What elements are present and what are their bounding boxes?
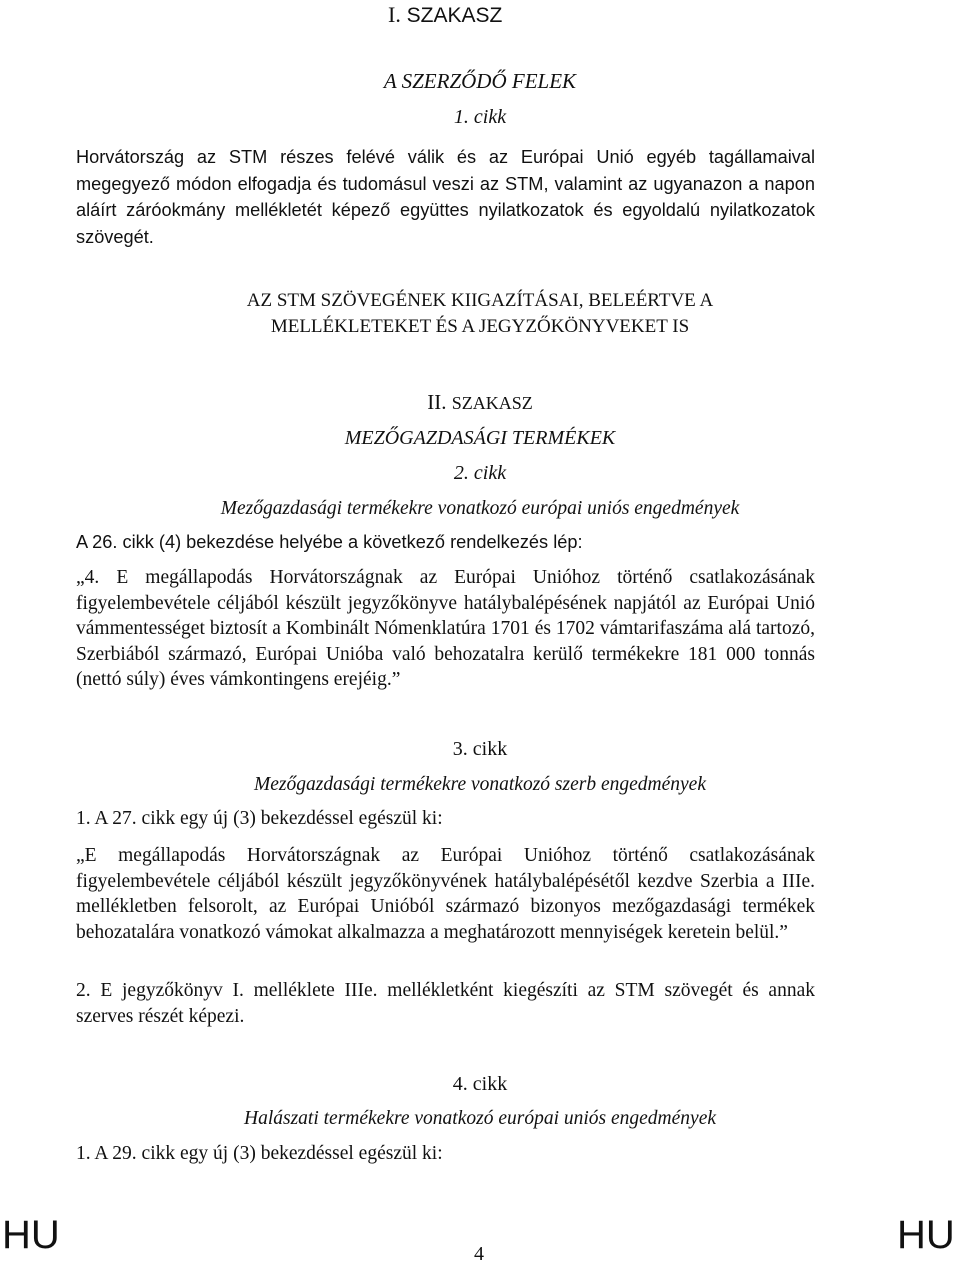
section-1-title: A SZERZŐDŐ FELEK <box>383 69 577 93</box>
footer-language-code-left: HU <box>2 1213 60 1257</box>
footer-language-code-right: HU <box>897 1213 955 1257</box>
article-4-intro: 1. A 29. cikk egy új (3) bekezdéssel egészül ki: <box>76 1143 443 1164</box>
article-2-label: 2. cikk <box>453 462 507 484</box>
article-1-label: 1. cikk <box>453 106 507 128</box>
section-2-heading <box>0 390 960 415</box>
section-1-label: SZAKASZ <box>406 4 503 27</box>
article-3-point-2: 2. E jegyzőkönyv I. melléklete IIIe. mellékletként kiegészíti az STM szövegét és annak szerves részét képezi. <box>76 980 815 1027</box>
article-3-quote: „E megállapodás Horvátországnak az Európai Unióhoz történő csatlakozásának figyelembevétele céljából készült jegyzőkönyvének hatálybalépésétől kezdve Szerbia a IIIe. mellékletben felsorolt, az Európai Unióból származó bizonyos mezőgazdasági termékek behozatalára vonatkozó vámokat alkalmazza a meghatározott mennyiségek keretein belül.” <box>76 845 815 943</box>
page-number: 4 <box>474 1243 484 1265</box>
section-1-roman: I. <box>388 2 401 27</box>
article-3-intro: 1. A 27. cikk egy új (3) bekezdéssel egészül ki: <box>76 808 443 829</box>
article-3-title: Mezőgazdasági termékekre vonatkozó szerb engedmények <box>254 774 706 795</box>
article-2-intro: A 26. cikk (4) bekezdése helyébe a következő rendelkezés lép: <box>76 532 583 552</box>
section-2-title: MEZŐGAZDASÁGI TERMÉKEK <box>344 427 616 449</box>
section-2-roman: II. <box>427 390 447 414</box>
amendments-heading-line-1: AZ STM SZÖVEGÉNEK KIIGAZÍTÁSAI, BELEÉRTVE A <box>246 290 714 311</box>
article-3-label: 3. cikk <box>452 738 508 760</box>
article-4-title: Halászati termékekre vonatkozó európai uniós engedmények <box>243 1108 717 1129</box>
article-1-paragraph: Horvátország az STM részes felévé válik és az Európai Unió egyéb tagállamaival megegyező módon elfogadja és tudomásul veszi az STM, valamint az ugyanazon a napon aláírt záróokmány mellékletét képező együttes nyilatkozatok és egyoldalú nyilatkozatok szövegét. <box>76 147 815 247</box>
section-1-heading <box>388 2 502 28</box>
article-2-quote: „4. E megállapodás Horvátországnak az Európai Unióhoz történő csatlakozásának figyelembevétele céljából készült jegyzőkönyve hatálybalépésének napjától az Európai Unió vámmentességet biztosít a Kombinált Nómenklatúra 1701 és 1702 vámtarifaszáma alá tartozó, Szerbiából származó, Európai Unióba való behozatalra kerülő termékekre 181 000 tonnás (nettó súly) éves vámkontingens erejéig.” <box>76 567 815 690</box>
amendments-heading-line-2: MELLÉKLETEKET ÉS A JEGYZŐKÖNYVEKET IS <box>270 316 690 337</box>
section-2-label: SZAKASZ <box>451 393 533 413</box>
article-2-title: Mezőgazdasági termékekre vonatkozó európai uniós engedmények <box>220 498 740 519</box>
article-4-label: 4. cikk <box>452 1073 508 1095</box>
